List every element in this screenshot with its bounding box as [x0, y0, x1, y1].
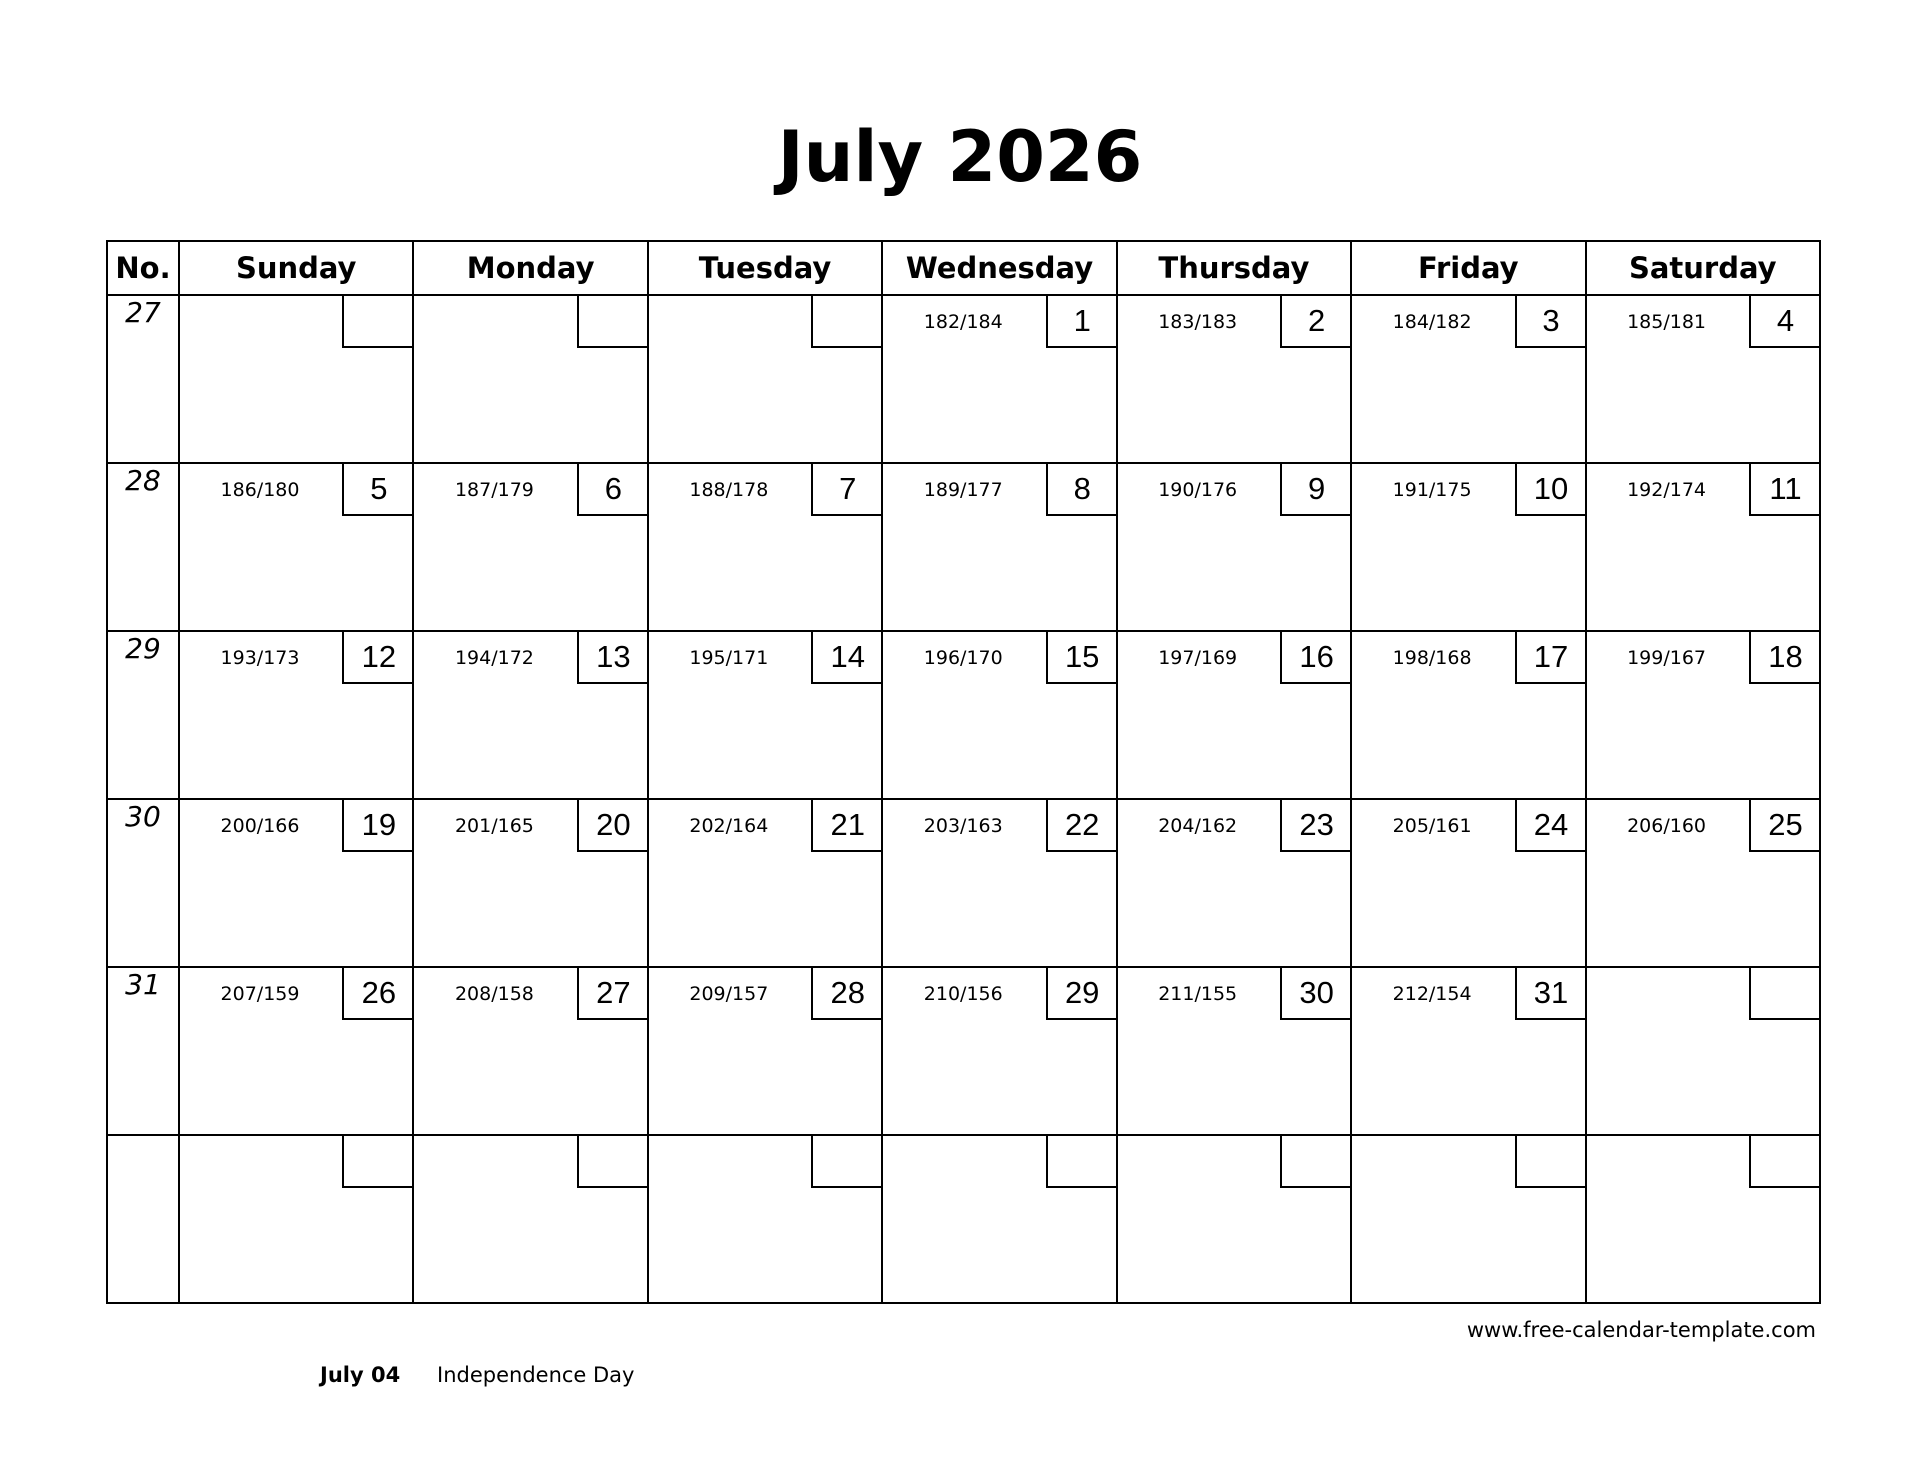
day-of-year-label: 211/155 — [1158, 983, 1238, 1005]
day-cell[interactable] — [1586, 463, 1820, 631]
day-of-year-label: 199/167 — [1627, 647, 1706, 669]
week-number — [107, 1135, 179, 1303]
date-number-box: 22 — [1046, 799, 1117, 852]
day-cell[interactable] — [179, 799, 413, 967]
day-cell[interactable] — [648, 631, 882, 799]
day-cell[interactable] — [179, 295, 413, 463]
day-cell[interactable] — [179, 967, 413, 1135]
date-number-box — [577, 295, 648, 348]
day-cell[interactable] — [1351, 631, 1585, 799]
date-number-box: 14 — [811, 631, 882, 684]
week-number-header: No. — [107, 241, 179, 295]
date-number-box: 7 — [811, 463, 882, 516]
day-cell[interactable] — [1586, 631, 1820, 799]
day-header-friday: Friday — [1351, 241, 1585, 295]
week-row — [107, 295, 1820, 463]
day-cell[interactable] — [882, 295, 1116, 463]
date-number-box: 17 — [1515, 631, 1586, 684]
day-of-year-label: 190/176 — [1158, 479, 1238, 501]
day-cell[interactable] — [1351, 967, 1585, 1135]
day-of-year-label: 194/172 — [454, 647, 534, 669]
date-number-box: 6 — [577, 463, 648, 516]
date-number-box — [1515, 1135, 1586, 1188]
day-cell[interactable] — [1117, 799, 1351, 967]
day-cell[interactable] — [1117, 463, 1351, 631]
date-number-box — [1046, 1135, 1117, 1188]
day-cell[interactable] — [1351, 295, 1585, 463]
day-cell[interactable] — [882, 1135, 1116, 1303]
date-number-box: 13 — [577, 631, 648, 684]
day-cell[interactable] — [1586, 967, 1820, 1135]
date-number-box: 12 — [342, 631, 413, 684]
day-cell[interactable] — [648, 799, 882, 967]
date-number-box: 8 — [1046, 463, 1117, 516]
day-cell[interactable] — [413, 967, 647, 1135]
day-cell[interactable] — [1351, 463, 1585, 631]
day-cell[interactable] — [648, 463, 882, 631]
day-header-monday: Monday — [413, 241, 647, 295]
day-cell[interactable] — [179, 463, 413, 631]
day-cell[interactable] — [1351, 1135, 1585, 1303]
day-of-year-label: 184/182 — [1392, 311, 1472, 333]
day-of-year-label: 195/171 — [689, 647, 769, 669]
day-cell[interactable] — [179, 1135, 413, 1303]
date-number-box: 31 — [1515, 967, 1586, 1020]
day-header-sunday: Sunday — [179, 241, 413, 295]
day-of-year-label: 197/169 — [1158, 647, 1238, 669]
week-number: 30 — [107, 799, 179, 967]
day-cell[interactable] — [1586, 295, 1820, 463]
day-cell[interactable] — [179, 631, 413, 799]
date-number-box: 26 — [342, 967, 413, 1020]
day-of-year-label: 200/166 — [220, 815, 300, 837]
day-cell[interactable] — [413, 295, 647, 463]
day-cell[interactable] — [648, 967, 882, 1135]
day-cell[interactable] — [648, 295, 882, 463]
calendar-grid — [106, 240, 1821, 1304]
week-number: 27 — [107, 295, 179, 463]
day-of-year-label: 206/160 — [1627, 815, 1706, 837]
day-of-year-label: 196/170 — [923, 647, 1003, 669]
date-number-box: 30 — [1280, 967, 1351, 1020]
date-number-box — [577, 1135, 648, 1188]
day-cell[interactable] — [1117, 631, 1351, 799]
week-number: 29 — [107, 631, 179, 799]
date-number-box: 3 — [1515, 295, 1586, 348]
day-cell[interactable] — [882, 967, 1116, 1135]
day-cell[interactable] — [882, 631, 1116, 799]
date-number-box: 29 — [1046, 967, 1117, 1020]
date-number-box: 16 — [1280, 631, 1351, 684]
day-of-year-label: 187/179 — [454, 479, 534, 501]
week-number: 28 — [107, 463, 179, 631]
date-number-box: 24 — [1515, 799, 1586, 852]
date-number-box — [1749, 967, 1820, 1020]
date-number-box: 23 — [1280, 799, 1351, 852]
date-number-box: 21 — [811, 799, 882, 852]
day-cell[interactable] — [413, 463, 647, 631]
day-of-year-label: 185/181 — [1627, 311, 1706, 333]
date-number-box — [1749, 1135, 1820, 1188]
day-cell[interactable] — [1586, 1135, 1820, 1303]
day-cell[interactable] — [413, 631, 647, 799]
date-number-box: 19 — [342, 799, 413, 852]
day-cell[interactable] — [1117, 295, 1351, 463]
footer-url: www.free-calendar-template.com — [1466, 1318, 1816, 1342]
date-number-box: 5 — [342, 463, 413, 516]
date-number-box: 11 — [1749, 463, 1820, 516]
day-of-year-label: 193/173 — [220, 647, 300, 669]
week-row — [107, 967, 1820, 1135]
date-number-box: 20 — [577, 799, 648, 852]
holiday-date: July 04 — [320, 1363, 401, 1387]
date-number-box: 10 — [1515, 463, 1586, 516]
day-of-year-label: 208/158 — [454, 983, 534, 1005]
day-of-year-label: 212/154 — [1392, 983, 1472, 1005]
date-number-box — [342, 1135, 413, 1188]
day-of-year-label: 182/184 — [923, 311, 1003, 333]
day-of-year-label: 183/183 — [1158, 311, 1238, 333]
holiday-name: Independence Day — [437, 1363, 635, 1387]
calendar-title: July 2026 — [777, 116, 1143, 198]
day-header-thursday: Thursday — [1117, 241, 1351, 295]
day-cell[interactable] — [1117, 967, 1351, 1135]
day-of-year-label: 201/165 — [454, 815, 534, 837]
date-number-box: 28 — [811, 967, 882, 1020]
date-number-box: 18 — [1749, 631, 1820, 684]
date-number-box: 25 — [1749, 799, 1820, 852]
date-number-box: 9 — [1280, 463, 1351, 516]
day-of-year-label: 203/163 — [923, 815, 1003, 837]
day-header-wednesday: Wednesday — [882, 241, 1116, 295]
day-of-year-label: 188/178 — [689, 479, 769, 501]
day-of-year-label: 186/180 — [220, 479, 300, 501]
week-row — [107, 631, 1820, 799]
date-number-box: 15 — [1046, 631, 1117, 684]
day-of-year-label: 204/162 — [1158, 815, 1238, 837]
day-of-year-label: 209/157 — [689, 983, 769, 1005]
day-cell[interactable] — [413, 799, 647, 967]
date-number-box: 1 — [1046, 295, 1117, 348]
date-number-box — [342, 295, 413, 348]
day-cell[interactable] — [648, 1135, 882, 1303]
week-number: 31 — [107, 967, 179, 1135]
day-cell[interactable] — [882, 799, 1116, 967]
date-number-box: 4 — [1749, 295, 1820, 348]
date-number-box: 2 — [1280, 295, 1351, 348]
day-header-saturday: Saturday — [1586, 241, 1820, 295]
day-cell[interactable] — [1586, 799, 1820, 967]
day-of-year-label: 191/175 — [1392, 479, 1472, 501]
day-of-year-label: 202/164 — [689, 815, 769, 837]
day-of-year-label: 198/168 — [1392, 647, 1472, 669]
date-number-box — [1280, 1135, 1351, 1188]
date-number-box — [811, 1135, 882, 1188]
day-cell[interactable] — [1351, 799, 1585, 967]
day-of-year-label: 192/174 — [1627, 479, 1706, 501]
day-of-year-label: 207/159 — [220, 983, 300, 1005]
day-of-year-label: 210/156 — [923, 983, 1003, 1005]
date-number-box: 27 — [577, 967, 648, 1020]
day-header-tuesday: Tuesday — [648, 241, 882, 295]
day-cell[interactable] — [413, 1135, 647, 1303]
day-of-year-label: 205/161 — [1392, 815, 1472, 837]
header-row — [107, 241, 1820, 295]
day-of-year-label: 189/177 — [923, 479, 1003, 501]
week-row — [107, 463, 1820, 631]
week-row — [107, 799, 1820, 967]
week-row — [107, 1135, 1820, 1303]
day-cell[interactable] — [1117, 1135, 1351, 1303]
day-cell[interactable] — [882, 463, 1116, 631]
date-number-box — [811, 295, 882, 348]
